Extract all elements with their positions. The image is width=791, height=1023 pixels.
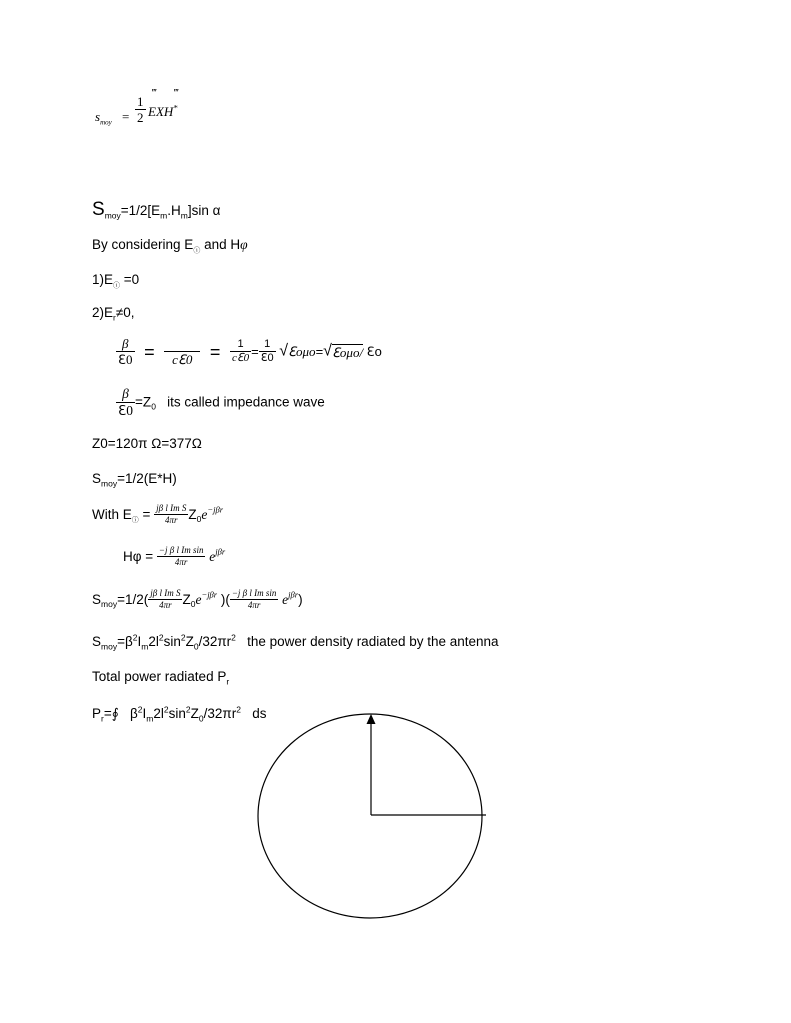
eq0-fraction: $\frac{1}{2}$	[137, 94, 144, 125]
eq0-equals: =	[122, 109, 130, 124]
h-field-fraction: $\frac{\text{−j β l Im sin}}{4\pi r}$	[158, 545, 204, 567]
eq0-marks-h: ‴	[173, 88, 179, 99]
power-density-line: $S_{moy}=\beta^2I_m2l^2\sin^2Z_0/32\pi r^2$ the power density radiated by the antenna	[92, 632, 499, 652]
time-average-power-line: $S_{moy}=1/2[E_m.H_m]\sin$ α	[92, 199, 221, 221]
eq0-lhs: $s_{moy}$	[95, 109, 112, 127]
product-fraction-2: $\frac{\text{−j β l Im sin}}{4\pi r}$	[231, 588, 277, 610]
eq0-marks-e: ‴	[151, 88, 157, 99]
arrow-head-icon	[367, 714, 376, 724]
total-power-heading: Total power radiated $P_r$	[92, 669, 230, 687]
free-space-impedance-line: Z0=120π Ω=377Ω	[92, 436, 202, 451]
s-moy-half-eh-line: $S_{moy}=1/2(E*H)$	[92, 471, 177, 489]
frac-beta-eps-2: $\frac{\beta}{\text{ℇ0}}$	[118, 386, 134, 418]
condition-two-line: $2)E_r\ne 0$,	[92, 305, 135, 323]
frac-one-eps: $\frac{1}{\text{ℇ0}}$	[260, 338, 274, 364]
sphere-outline	[258, 714, 482, 918]
condition-one-line: $1)E_ⓘ =0$	[92, 272, 140, 290]
frac-blank-c-eps: cℇ0	[164, 337, 200, 366]
frac-beta-eps: $\frac{\beta}{\text{ℇ0}}$	[118, 336, 133, 367]
e-field-fraction: $\frac{\text{jβ l Im S}}{4\pi r}$	[156, 503, 187, 525]
h-field-expression-line: Hφ = $\frac{\text{−j β l Im sin}}{4\pi r}$ $e^{j\beta r}$	[123, 545, 226, 567]
impedance-wave-line: $\frac{\beta}{\text{ℇ0}}$ $=Z_0$ its called impedance wave	[118, 386, 325, 418]
product-fraction-1: $\frac{\text{jβ l Im S}}{4\pi r}$	[150, 588, 181, 610]
considering-fields-line: By considering $E_ⓘ$ and Hφ	[92, 237, 248, 255]
total-power-integral-line: $P_r=∮$ $\beta^2I_m2l^2\sin^2Z_0/32\pi r^2$ ds	[92, 704, 267, 724]
frac-one-c-eps: $\frac{1}{\text{cℇ0}}$	[232, 338, 250, 364]
eq0-rhs: EXH*	[148, 102, 178, 119]
s-moy-product-line: $S_{moy}=1/2$( $\frac{\text{jβ l Im S}}{4\pi r}$ $Z_0e^{-j\beta r}$ )( $\frac{\text{−j β l Im sin}}{4\pi r}$ $e^{j\beta r}$)	[92, 588, 303, 610]
beta-over-epsilon-equation: $\frac{\beta}{\text{ℇ0}}$ = cℇ0 = $\frac{1}{\text{cℇ0}}$ = $\frac{1}{\text{ℇ0}}$ √ℇομο=√ℇομο/ ℇo	[118, 336, 382, 367]
e-field-expression-line: With $E_ⓘ$ = $\frac{\text{jβ l Im S}}{4\pi r}$ $Z_0e^{-j\beta r}$	[92, 503, 224, 525]
